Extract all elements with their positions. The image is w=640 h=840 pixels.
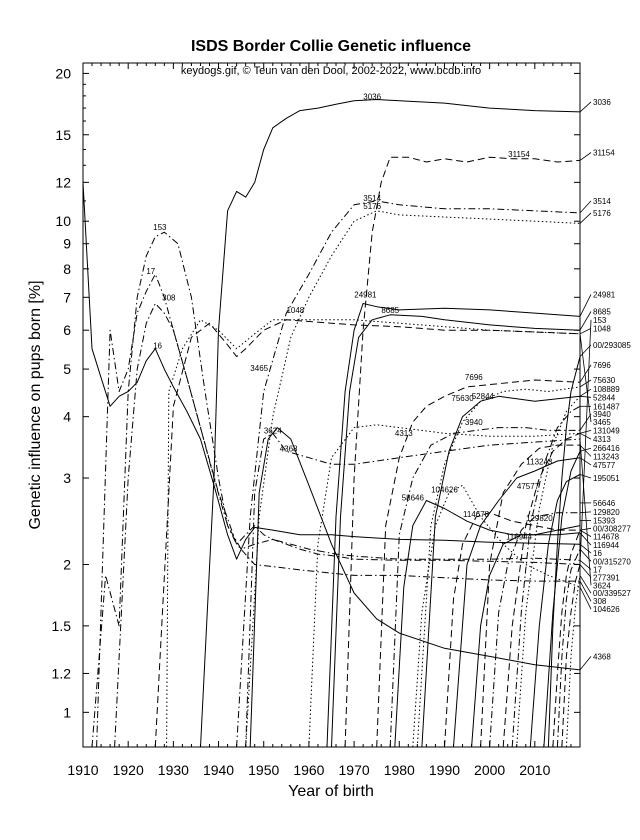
x-tick-label-1940: 1940 xyxy=(202,762,235,778)
y-tick-label-2: 2 xyxy=(63,556,71,573)
legend-label-153: 153 xyxy=(593,315,607,325)
y-tick-label-5: 5 xyxy=(63,361,71,378)
legend-label-3465: 3465 xyxy=(593,418,611,428)
y-tick-label-6: 6 xyxy=(63,322,71,339)
legend-label-3036: 3036 xyxy=(593,97,611,107)
annotation-308: 308 xyxy=(162,293,176,303)
legend-label-4368: 4368 xyxy=(593,652,611,662)
x-tick-label-2010: 2010 xyxy=(519,762,551,778)
y-tick-label-3: 3 xyxy=(63,470,71,487)
y-tick-label-1: 1 xyxy=(63,704,71,721)
legend-label-47577: 47577 xyxy=(593,460,616,470)
y-tick-label-12: 12 xyxy=(55,174,71,191)
annotation-58646: 58646 xyxy=(401,493,424,503)
legend-label-266416: 266416 xyxy=(593,444,620,454)
annotation-3940: 3940 xyxy=(464,417,483,427)
legend-label-131049: 131049 xyxy=(593,426,620,436)
annotation-16: 16 xyxy=(153,341,163,351)
legend-label-15393: 15393 xyxy=(593,516,616,526)
annotation-113243: 113243 xyxy=(526,457,553,467)
y-tick-label-1-5: 1.5 xyxy=(51,617,71,634)
annotation-5176: 5176 xyxy=(363,201,382,211)
legend-label-16: 16 xyxy=(593,549,602,559)
x-tick-label-1930: 1930 xyxy=(157,762,189,778)
annotation-116944: 116944 xyxy=(505,532,533,542)
y-tick-label-7: 7 xyxy=(63,289,71,306)
x-tick-label-1960: 1960 xyxy=(293,762,325,778)
annotation-31154: 31154 xyxy=(508,150,530,160)
x-axis-label: Year of birth xyxy=(288,783,374,800)
legend-label-108889: 108889 xyxy=(593,385,620,395)
x-tick-label-1990: 1990 xyxy=(428,762,461,778)
y-tick-label-15: 15 xyxy=(55,126,71,143)
annotation-8685: 8685 xyxy=(381,306,400,316)
legend-label-104626: 104626 xyxy=(593,605,620,615)
legend-label-116944: 116944 xyxy=(593,541,620,551)
y-tick-label-9: 9 xyxy=(63,235,71,252)
annotation-4368: 4368 xyxy=(279,444,298,454)
legend-label-00-308277: 00/308277 xyxy=(593,524,631,534)
annotation-75630: 75630 xyxy=(451,394,474,404)
annotation-4313: 4313 xyxy=(394,429,413,439)
y-tick-label-20: 20 xyxy=(55,65,71,82)
legend-label-17: 17 xyxy=(593,565,602,575)
annotation-52844: 52844 xyxy=(471,391,494,401)
x-tick-label-1950: 1950 xyxy=(248,762,280,778)
x-tick-label-2000: 2000 xyxy=(474,762,506,778)
annotation-24981: 24981 xyxy=(354,290,377,300)
legend-label-1048: 1048 xyxy=(593,324,611,334)
x-tick-label-1910: 1910 xyxy=(67,762,99,778)
annotation-129820: 129820 xyxy=(525,514,553,524)
annotation-17: 17 xyxy=(146,267,156,277)
y-tick-label-10: 10 xyxy=(55,213,71,230)
legend-label-129820: 129820 xyxy=(593,507,620,517)
legend-label-5176: 5176 xyxy=(593,208,611,218)
legend-label-7696: 7696 xyxy=(593,360,611,370)
legend-label-3624: 3624 xyxy=(593,581,611,591)
annotation-47577: 47577 xyxy=(516,481,540,491)
legend-label-195051: 195051 xyxy=(593,474,620,483)
annotation-104626: 104626 xyxy=(431,485,458,495)
legend-label-00-315270: 00/315270 xyxy=(593,557,631,567)
legend-label-75630: 75630 xyxy=(593,376,616,385)
chart-subtitle: keydogs.gif, © Teun van den Dool, 2002-2022, www.bcdb.info xyxy=(180,65,482,77)
annotation-114678: 114678 xyxy=(463,509,490,519)
x-tick-label-1920: 1920 xyxy=(112,762,144,778)
y-tick-label-4: 4 xyxy=(63,408,71,425)
annotation-1048: 1048 xyxy=(286,306,305,316)
legend-label-56646: 56646 xyxy=(593,498,616,508)
x-tick-label-1980: 1980 xyxy=(383,762,415,778)
y-tick-label-8: 8 xyxy=(63,260,71,277)
legend-label-4313: 4313 xyxy=(593,435,611,445)
annotation-3036: 3036 xyxy=(363,92,382,102)
annotation-3624: 3624 xyxy=(263,426,282,436)
legend-label-3940: 3940 xyxy=(593,410,611,419)
annotation-3514: 3514 xyxy=(363,193,382,203)
annotation-3465: 3465 xyxy=(250,364,269,374)
legend-label-52844: 52844 xyxy=(593,393,616,403)
annotation-153: 153 xyxy=(153,222,167,232)
legend-label-00-293085: 00/293085 xyxy=(593,340,631,350)
x-tick-label-1970: 1970 xyxy=(338,762,370,778)
legend-label-24981: 24981 xyxy=(593,290,616,300)
annotation-7696: 7696 xyxy=(464,373,483,383)
legend-label-8685: 8685 xyxy=(593,307,611,317)
legend-label-114678: 114678 xyxy=(593,532,620,542)
legend-label-308: 308 xyxy=(593,597,607,607)
legend-label-00-339527: 00/339527 xyxy=(593,589,631,599)
legend-label-277391: 277391 xyxy=(593,573,620,583)
legend-label-3514: 3514 xyxy=(593,196,611,206)
legend-label-31154: 31154 xyxy=(593,148,615,158)
y-axis-label: Genetic influence on pups born [%] xyxy=(27,280,44,530)
y-tick-label-1-2: 1.2 xyxy=(51,665,71,682)
legend-label-161487: 161487 xyxy=(593,402,620,412)
chart-title: ISDS Border Collie Genetic influence xyxy=(190,38,472,55)
legend-label-113243: 113243 xyxy=(593,452,620,462)
